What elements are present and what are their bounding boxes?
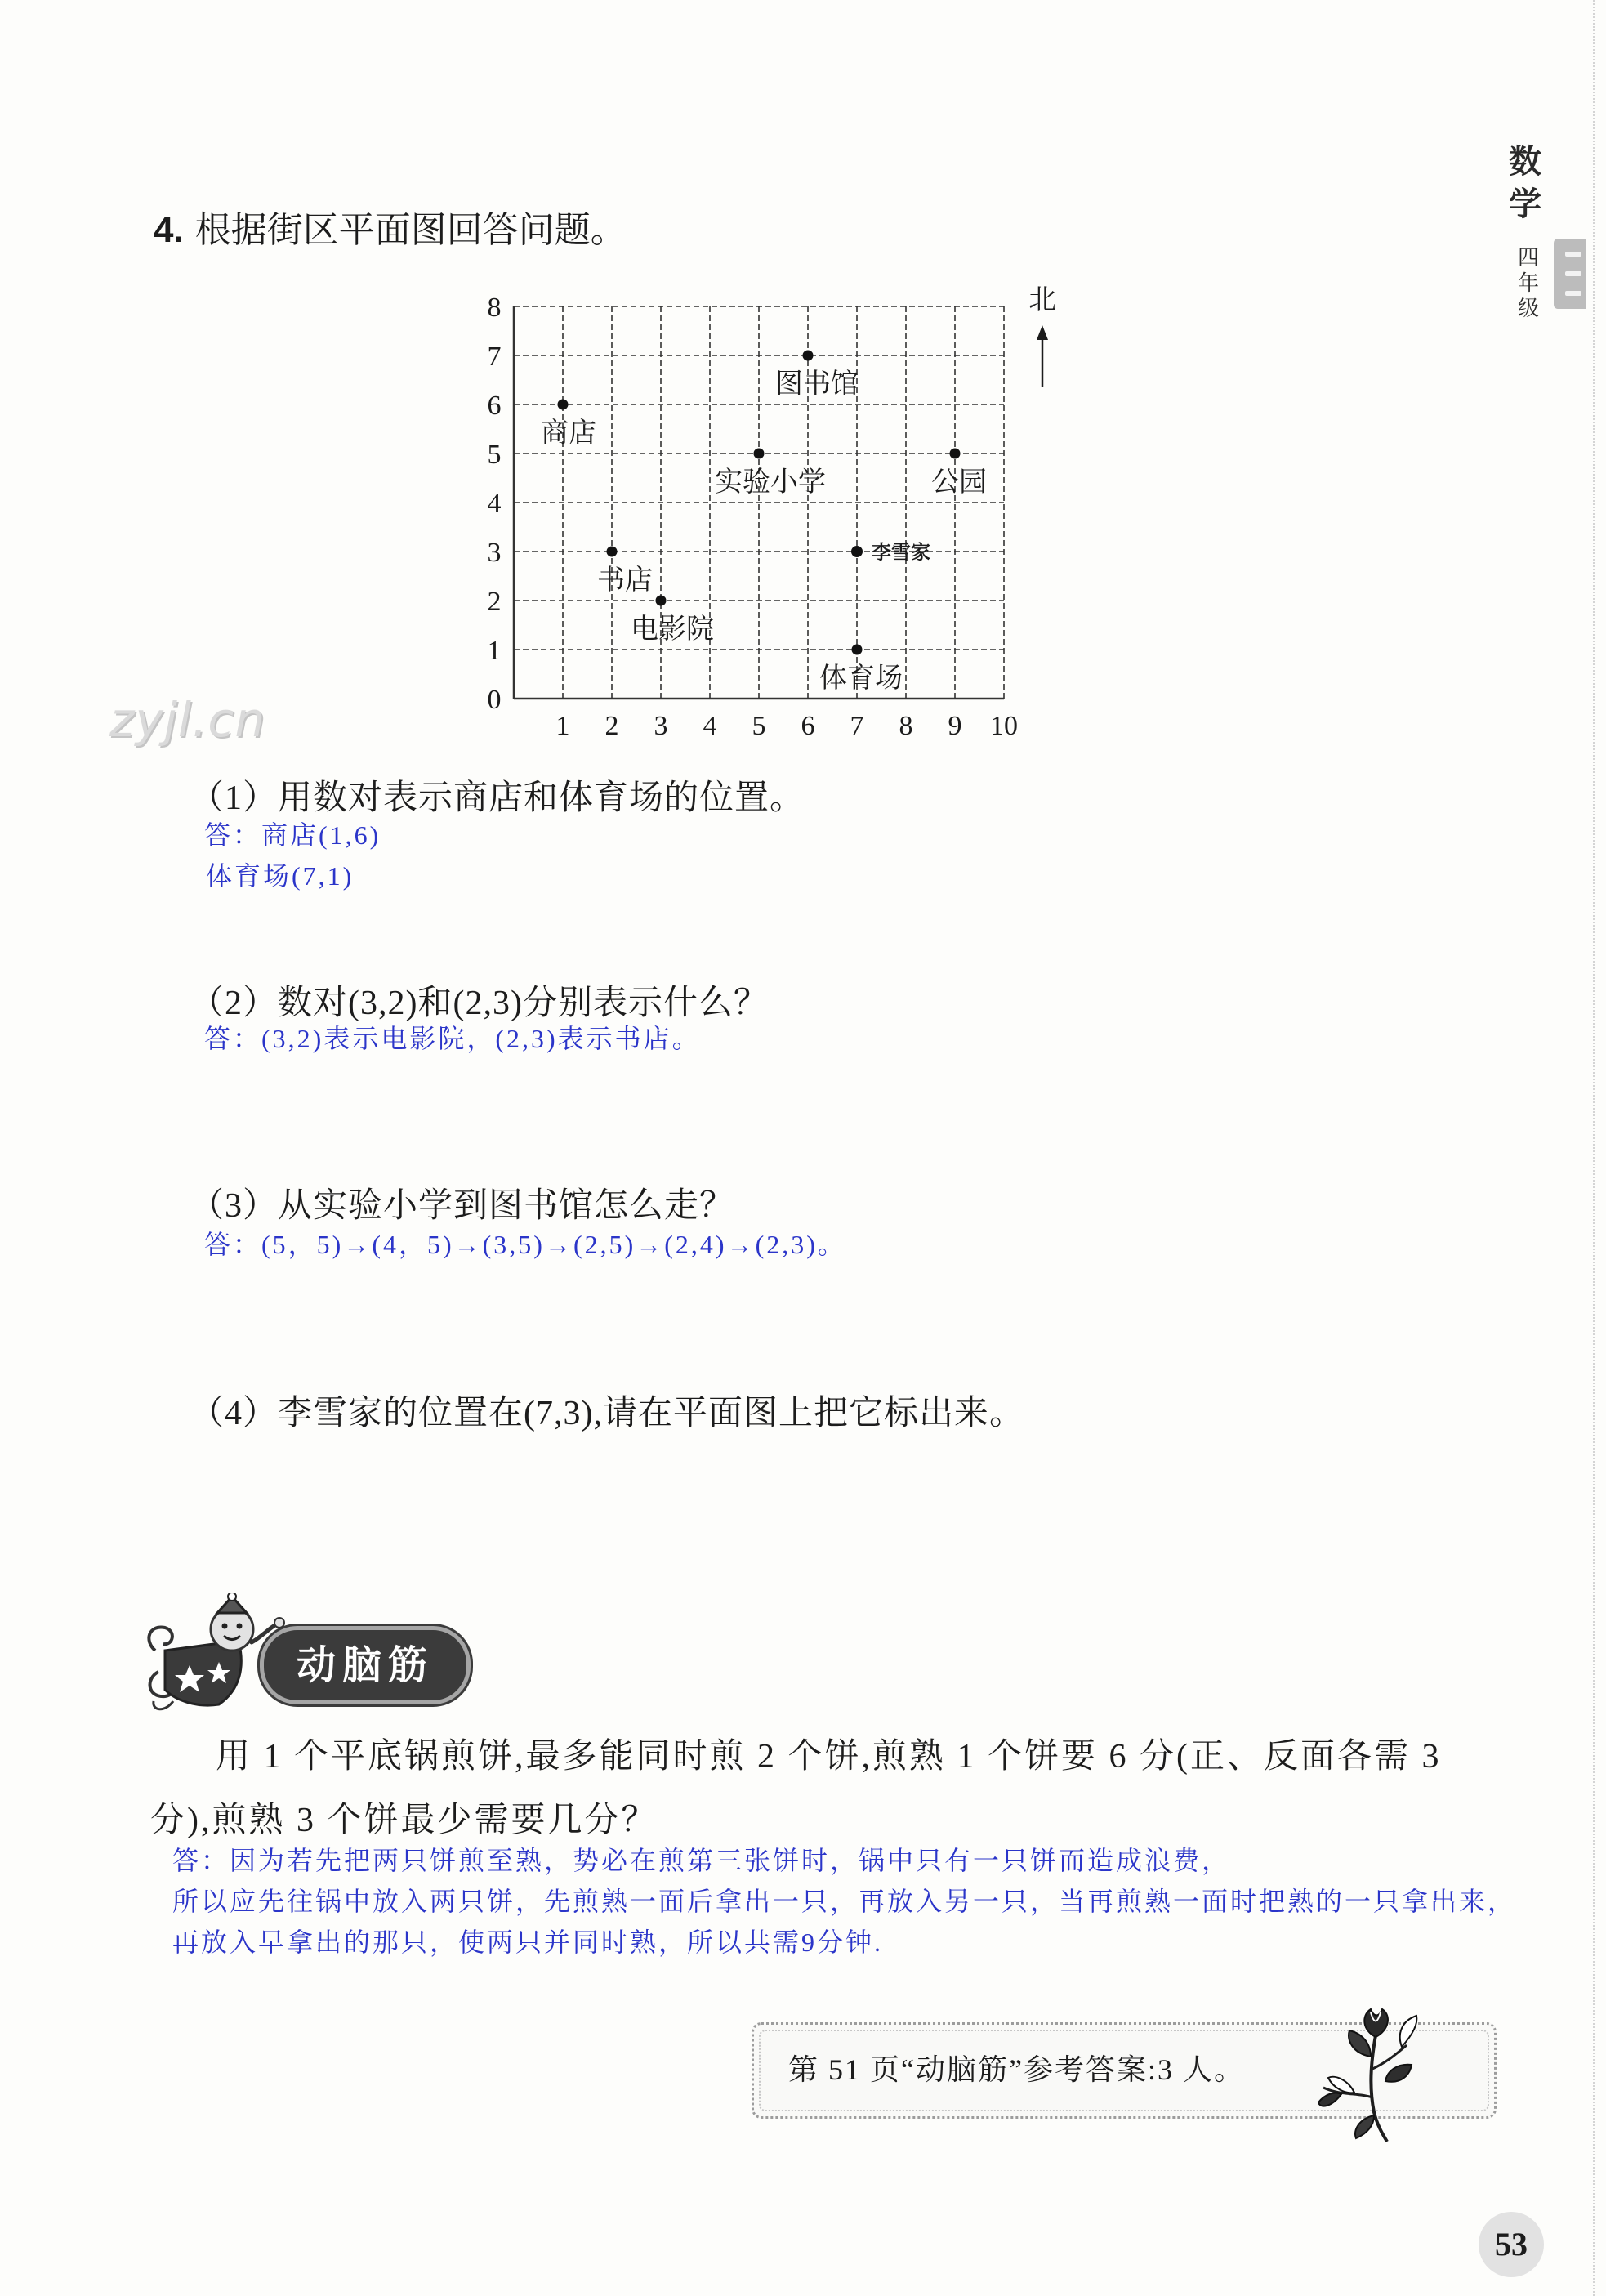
x-tick-label: 4 xyxy=(703,711,717,741)
map-point-label: 公园 xyxy=(931,467,987,498)
map-point xyxy=(656,596,667,606)
x-tick-label: 9 xyxy=(948,711,962,741)
map-point xyxy=(851,546,863,557)
y-tick-label: 3 xyxy=(487,538,502,568)
x-tick-label: 10 xyxy=(990,711,1018,741)
map-point-label: 图书馆 xyxy=(775,369,859,400)
page-edge-line xyxy=(1593,0,1595,2296)
side-grade-label: 四年级 xyxy=(1517,246,1539,320)
map-point-label: 商店 xyxy=(541,418,596,449)
y-tick-label: 6 xyxy=(487,391,502,421)
x-tick-label: 7 xyxy=(850,711,864,741)
subquestion-1: （1）用数对表示商店和体育场的位置。 xyxy=(190,779,805,817)
answer-key-text: 第 51 页“动脑筋”参考答案:3 人。 xyxy=(788,2053,1245,2086)
side-tab-mark xyxy=(1565,252,1581,257)
x-tick-label: 2 xyxy=(604,711,619,741)
map-point xyxy=(607,547,618,557)
answer-1-line: 答：商店(1,6) xyxy=(204,820,381,850)
y-tick-label: 2 xyxy=(487,587,502,617)
map-point xyxy=(852,645,863,655)
brain-teaser-question-line: 用 1 个平底锅煎饼,最多能同时煎 2 个饼,煎熟 1 个饼要 6 分(正、反面各需 3 xyxy=(216,1738,1442,1776)
map-point-label: 李雪家 xyxy=(872,542,930,564)
y-tick-label: 5 xyxy=(487,440,502,470)
y-tick-label: 1 xyxy=(487,636,502,666)
watermark: zyjl.cn xyxy=(109,692,266,748)
y-tick-label: 4 xyxy=(487,489,502,519)
subquestion-2: （2）数对(3,2)和(2,3)分别表示什么？ xyxy=(190,985,769,1022)
map-point-label: 体育场 xyxy=(819,663,903,694)
map-point-label: 书店 xyxy=(597,565,653,596)
x-tick-label: 1 xyxy=(555,711,570,741)
map-point xyxy=(950,449,961,459)
brain-teaser-banner xyxy=(260,1626,471,1704)
question-title-text: 根据街区平面图回答问题。 xyxy=(194,210,627,250)
x-tick-label: 8 xyxy=(899,711,913,741)
side-tab-mark xyxy=(1565,291,1581,296)
y-tick-label: 0 xyxy=(487,685,502,715)
x-tick-label: 3 xyxy=(654,711,668,741)
brain-teaser-question-line: 分),煎熟 3 个饼最少需要几分？ xyxy=(150,1802,658,1839)
subquestion-4: （4）李雪家的位置在(7,3),请在平面图上把它标出来。 xyxy=(190,1395,1024,1432)
brain-teaser-heading: 动脑筋 xyxy=(296,1642,434,1688)
map-point-label: 电影院 xyxy=(631,614,714,645)
brain-teaser-answer-line: 答：因为若先把两只饼煎至熟，势必在煎第三张饼时，锅中只有一只饼而造成浪费， xyxy=(172,1846,1231,1875)
answer-1-line: 体育场(7,1) xyxy=(206,861,355,891)
brain-teaser-mascot-icon xyxy=(141,1593,288,1716)
subquestion-3: （3）从实验小学到图书馆怎么走？ xyxy=(190,1187,735,1225)
block-grid-map xyxy=(457,270,1078,760)
answer-3-line: 答：(5，5)→(4，5)→(3,5)→(2,5)→(2,4)→(2,3)。 xyxy=(204,1230,846,1259)
side-tab-marker xyxy=(1554,239,1586,309)
x-tick-label: 5 xyxy=(752,711,766,741)
x-tick-label: 6 xyxy=(801,711,815,741)
rose-decoration-icon xyxy=(1317,2006,1423,2145)
answer-2-line: 答：(3,2)表示电影院，(2,3)表示书店。 xyxy=(204,1024,701,1053)
side-tab-mark xyxy=(1565,271,1581,276)
y-tick-label: 7 xyxy=(487,342,502,372)
side-subject-label: 数学 xyxy=(1509,143,1541,222)
brain-teaser-answer-line: 再放入早拿出的那只，使两只并同时熟，所以共需9分钟. xyxy=(172,1927,884,1957)
north-arrow-icon xyxy=(1037,325,1048,340)
page-number: 53 xyxy=(1479,2212,1544,2277)
north-label: 北 xyxy=(1028,285,1056,315)
map-point-label: 实验小学 xyxy=(715,467,826,498)
brain-teaser-answer-line: 所以应先往锅中放入两只饼，先煎熟一面后拿出一只，再放入另一只，当再煎熟一面时把熟的一只拿出来， xyxy=(172,1887,1517,1916)
question-number: 4. xyxy=(154,210,184,250)
map-point xyxy=(558,400,569,410)
map-point xyxy=(754,449,765,459)
map-point xyxy=(803,351,814,361)
question-4-title xyxy=(154,208,627,252)
y-tick-label: 8 xyxy=(487,293,502,323)
